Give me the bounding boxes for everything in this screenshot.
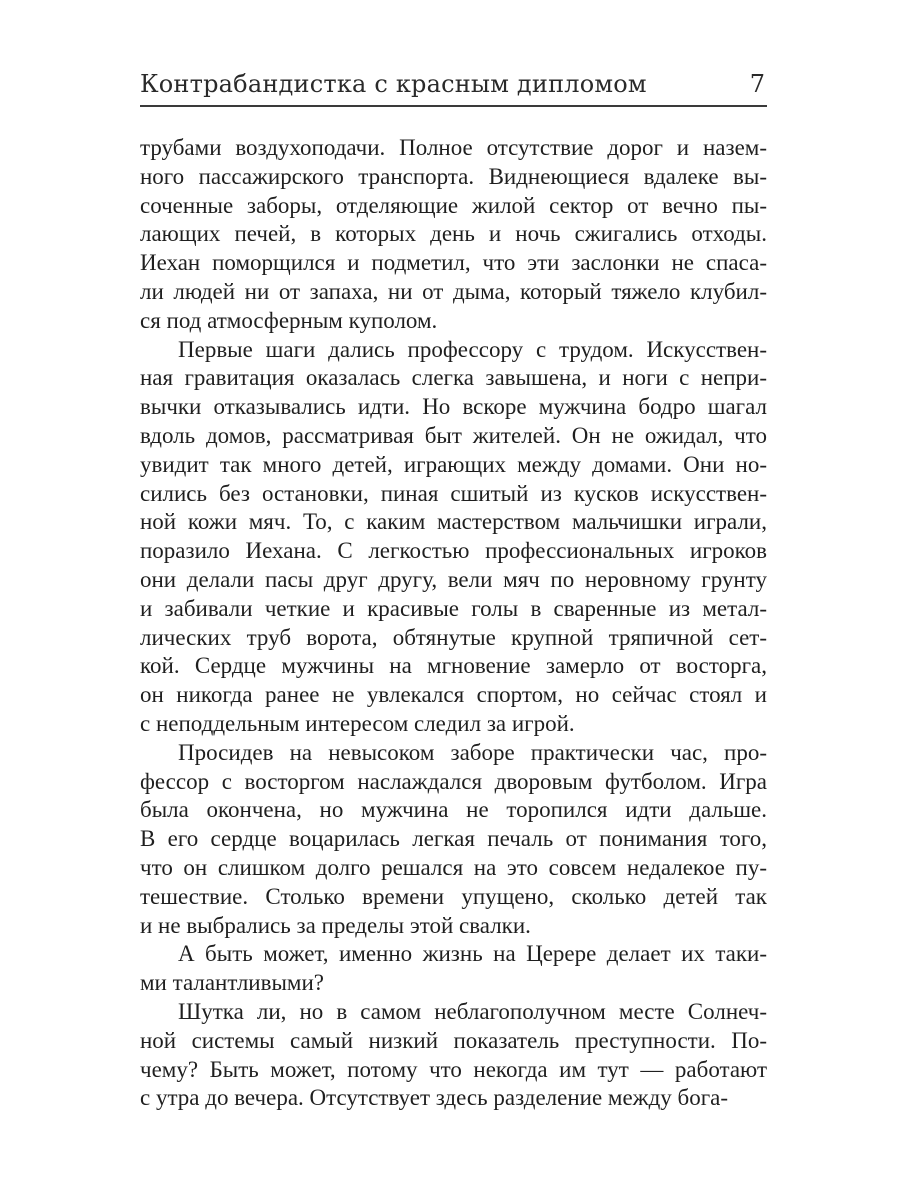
page-header [140,70,767,103]
text-line: фессор с восторгом наслаждался дворовым футболом. Игра [140,768,767,794]
paragraph [140,134,767,336]
paragraph [140,739,767,941]
text-line: и забивали четкие и красивые голы в сваренные из метал- [140,595,767,621]
page-number: 7 [749,70,765,98]
text-line: ной системы самый низкий показатель преступности. По- [140,1027,767,1053]
text-line: с утра до вечера. Отсутствует здесь разделение между бога- [140,1085,729,1111]
text-line: А быть может, именно жизнь на Церере делает их таки- [178,941,767,967]
text-line: кой. Сердце мужчины на мгновение замерло от восторга, [140,653,767,679]
header-rule [140,105,767,107]
text-line: Иехан поморщился и подметил, что эти заслонки не спаса- [140,250,767,276]
text-line: ли людей ни от запаха, ни от дыма, который тяжело клубил- [140,278,767,304]
text-line: Шутка ли, но в самом неблагополучном месте Солнеч- [178,998,767,1024]
text-line: трубами воздухоподачи. Полное отсутствие дорог и назем- [140,135,767,160]
page-content-area [140,70,767,1113]
paragraph [140,998,767,1113]
text-line: лающих печей, в которых день и ночь сжигались отходы. [140,221,767,247]
text-line: он никогда ранее не увлекался спортом, но сейчас стоял и [140,682,767,708]
paragraph [140,336,767,739]
text-line: чему? Быть может, потому что некогда им тут — работают [140,1056,767,1082]
text-line: ной кожи мяч. То, с каким мастерством мальчишки играли, [140,509,767,535]
text-line: поразило Иехана. С легкостью профессиональных игроков [140,538,767,564]
text-line: вычки отказывались идти. Но вскоре мужчина бодро шагал [140,394,767,420]
text-line: ная гравитация оказалась слегка завышена, и ноги с непри- [140,365,767,391]
text-line: ного пассажирского транспорта. Виднеющиеся вдалеке вы- [140,163,767,189]
text-line: сились без остановки, пиная сшитый из кусков искусствен- [140,480,767,506]
text-line: Первые шаги дались профессору с трудом. Искусствен- [178,336,767,362]
text-line: что он слишком долго решался на это совсем недалекое пу- [140,854,767,880]
text-line: соченные заборы, отделяющие жилой сектор от вечно пы- [140,192,767,218]
text-line: В его сердце воцарилась легкая печаль от понимания того, [140,826,767,852]
text-block [140,134,767,1113]
text-line: увидит так много детей, играющих между домами. Они но- [140,451,767,477]
running-title: Контрабандистка с красным дипломом [140,70,647,98]
text-line: ми талантливыми? [140,970,324,996]
text-line: Просидев на невысоком заборе практически час, про- [178,739,767,765]
text-line: ся под атмосферным куполом. [140,307,438,333]
text-line: и не выбрались за пределы этой свалки. [140,912,531,938]
text-line: была окончена, но мужчина не торопился идти дальше. [140,797,767,823]
text-line: с неподдельным интересом следил за игрой. [140,710,575,736]
text-line: они делали пасы друг другу, вели мяч по неровному грунту [140,566,767,592]
paragraph [140,940,767,998]
text-line: лических труб ворота, обтянутые крупной тряпичной сет- [140,624,767,650]
text-line: тешествие. Столько времени упущено, сколько детей так [140,883,767,909]
text-line: вдоль домов, рассматривая быт жителей. Он не ожидал, что [140,422,767,448]
